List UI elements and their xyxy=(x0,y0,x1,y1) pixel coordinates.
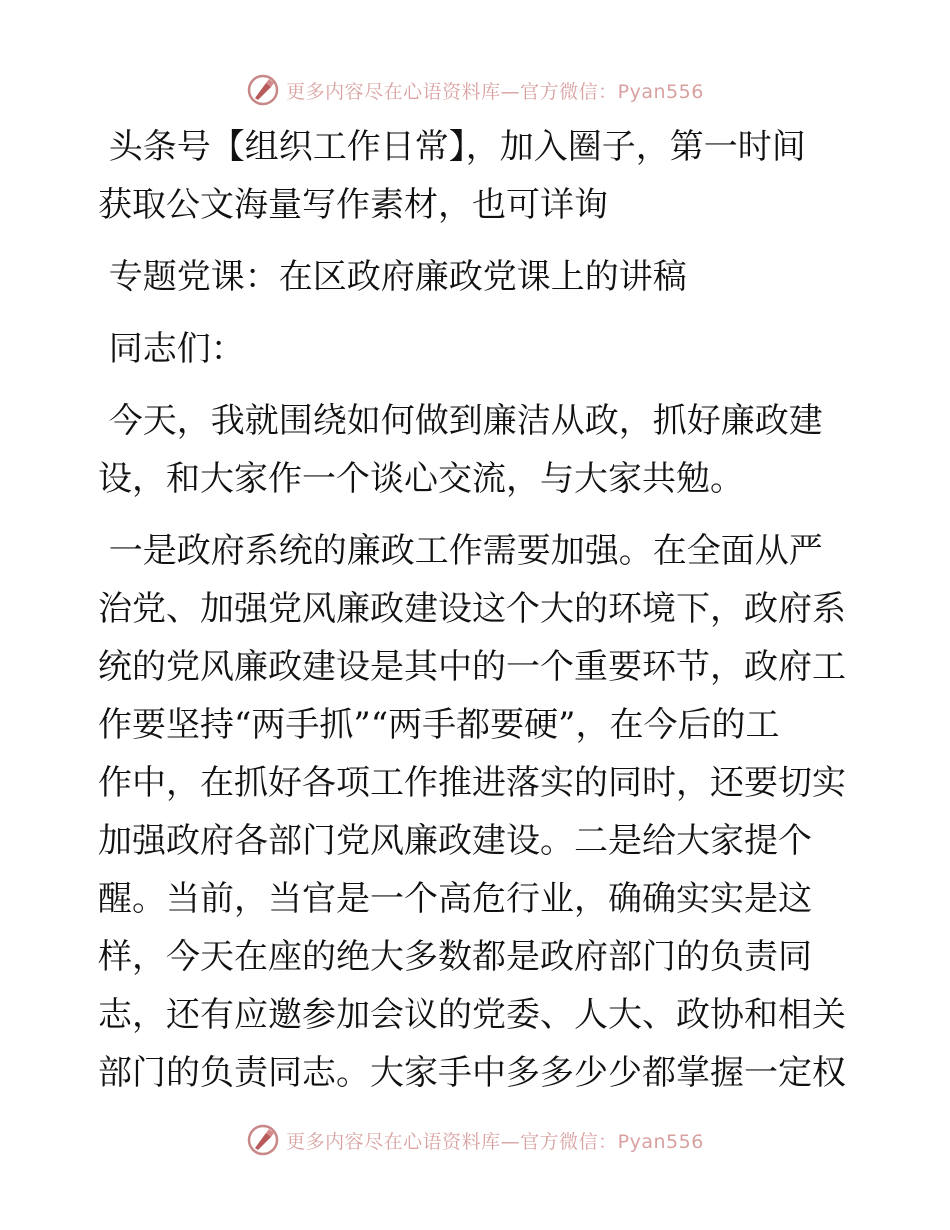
text-line: 治党、加强党风廉政建设这个大的环境下，政府系 xyxy=(98,589,846,629)
text-line: 一是政府系统的廉政工作需要加强。在全面从严 xyxy=(98,531,823,571)
text-line: 志，还有应邀参加会议的党委、人大、政协和相关 xyxy=(98,995,846,1035)
text-line: 专题党课：在区政府廉政党课上的讲稿 xyxy=(98,257,687,297)
text-line: 头条号【组织工作日常】，加入圈子，第一时间 xyxy=(98,127,806,167)
text-line: 今天，我就围绕如何做到廉洁从政，抓好廉政建 xyxy=(98,401,823,441)
paragraph xyxy=(98,118,858,234)
text-line: 作中，在抓好各项工作推进落实的同时，还要切实 xyxy=(98,763,846,803)
paragraph xyxy=(98,248,858,306)
text-line: 作要坚持“两手抓”“两手都要硬”，在今后的工 xyxy=(98,705,780,745)
watermark-banner-top xyxy=(0,70,950,110)
document-body xyxy=(98,118,858,1102)
text-line: 同志们： xyxy=(98,329,245,369)
watermark-text: 更多内容尽在心语资料库—官方微信：Pyan556 xyxy=(286,80,704,103)
text-line: 醒。当前，当官是一个高危行业，确确实实是这 xyxy=(98,879,812,919)
pen-nib-logo-icon xyxy=(246,73,280,107)
pen-nib-logo-icon xyxy=(246,1123,280,1157)
paragraph xyxy=(98,320,858,378)
text-line: 统的党风廉政建设是其中的一个重要环节，政府工 xyxy=(98,647,846,687)
text-line: 部门的负责同志。大家手中多多少少都掌握一定权 xyxy=(98,1053,846,1093)
paragraph xyxy=(98,522,858,1102)
watermark-text: 更多内容尽在心语资料库—官方微信：Pyan556 xyxy=(286,1130,704,1153)
text-line: 设，和大家作一个谈心交流，与大家共勉。 xyxy=(98,459,744,499)
text-line: 获取公文海量写作素材，也可详询 xyxy=(98,185,608,225)
watermark-banner-bottom xyxy=(0,1120,950,1160)
text-line: 样，今天在座的绝大多数都是政府部门的负责同 xyxy=(98,937,812,977)
text-line: 加强政府各部门党风廉政建设。二是给大家提个 xyxy=(98,821,812,861)
paragraph xyxy=(98,392,858,508)
